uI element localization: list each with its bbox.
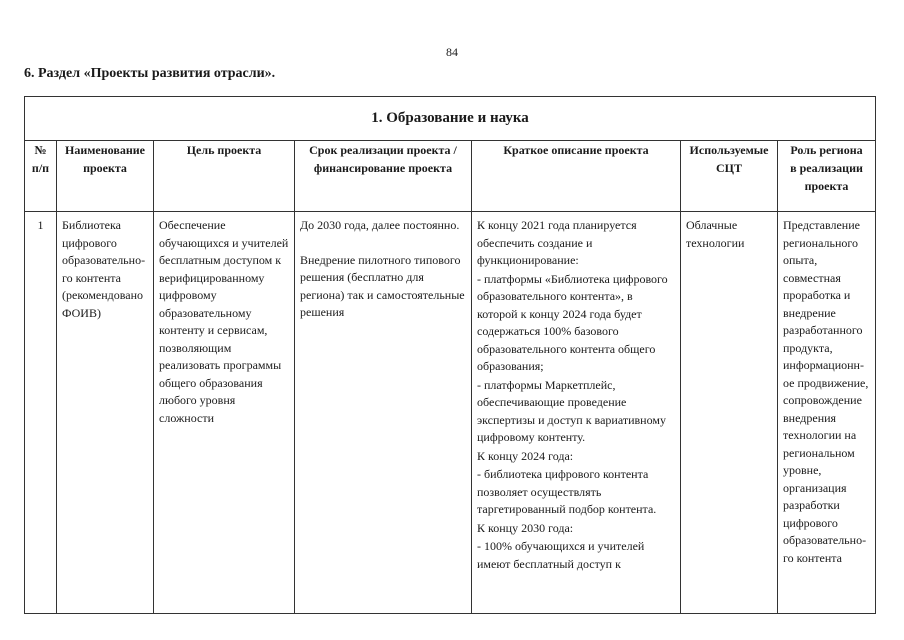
header-num: № п/п <box>25 141 57 212</box>
header-name: Наименование проекта <box>57 141 154 212</box>
row-term <box>295 212 472 614</box>
header-goal: Цель проекта <box>154 141 295 212</box>
row-description <box>472 212 681 614</box>
row-num: 1 <box>25 212 57 614</box>
desc-paragraph: - платформы «Библиотека цифрового образовательного контента», в которой к концу 2024 года будет содержаться 100% базового образовательного контента общего образования; <box>477 271 668 373</box>
table-title: 1. Образование и наука <box>25 97 876 141</box>
row-name: Библиотека цифрового образовательно-го контента (рекомендовано ФОИВ) <box>57 212 154 614</box>
desc-paragraph: - библиотека цифрового контента позволяет осуществлять таргетированный подбор контента. <box>477 467 657 516</box>
header-tech: Используемые СЦТ <box>681 141 778 212</box>
table-header-row <box>25 141 876 212</box>
desc-paragraph: - платформы Маркетплейс, обеспечивающие проведение экспертизы и доступ к вариативному цифровому контенту. <box>477 377 666 444</box>
row-goal: Обеспечение обучающихся и учителей бесплатным доступом к верифицированному цифровому образовательному контенту и сервисам, позволяющим реализовать программы общего образования любого уровня сложности <box>154 212 295 614</box>
row-role: Представление регионального опыта, совместная проработка и внедрение разработанного продукта, информационн-ое продвижение, сопровождение внедрения технологии на региональном уровне, организация разработки цифрового образовательно-го контента <box>778 212 876 614</box>
header-role: Роль региона в реализации проекта <box>778 141 876 212</box>
desc-paragraph: К концу 2021 года планируется обеспечить создание и функционирование: <box>477 218 637 267</box>
section-title: 6. Раздел «Проекты развития отрасли». <box>24 66 276 81</box>
desc-paragraph: - 100% обучающихся и учителей имеют бесплатный доступ к <box>477 539 645 571</box>
header-description: Краткое описание проекта <box>472 141 681 212</box>
table-row <box>25 212 876 614</box>
projects-table <box>24 96 876 614</box>
page-number: 84 <box>446 45 458 59</box>
header-term: Срок реализации проекта / финансирование проекта <box>295 141 472 212</box>
row-tech: Облачные технологии <box>681 212 778 614</box>
row-term-financing: Внедрение пилотного типового решения (бесплатно для региона) так и самостоятельные решения <box>300 252 465 319</box>
desc-paragraph: К концу 2030 года: <box>477 520 574 535</box>
row-term-deadline: До 2030 года, далее постоянно. <box>300 218 460 232</box>
desc-paragraph: К концу 2024 года: <box>477 448 574 463</box>
